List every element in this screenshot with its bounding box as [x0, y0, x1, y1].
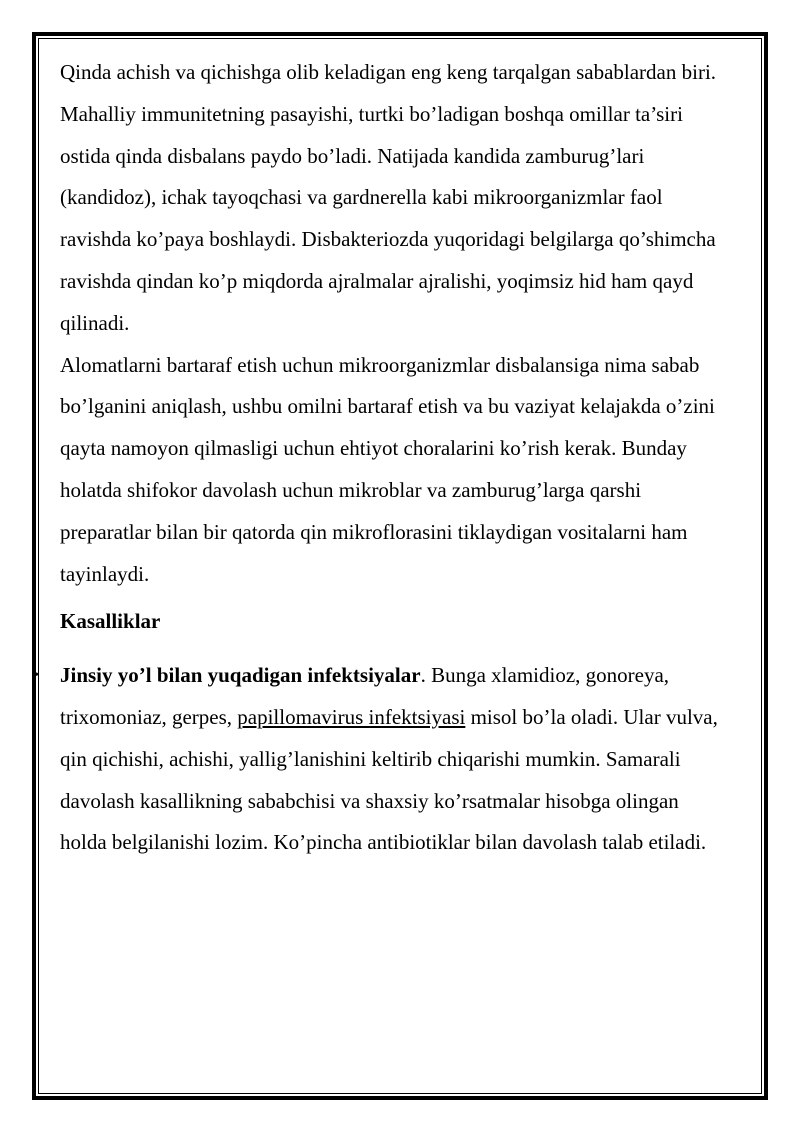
- section-heading: Kasalliklar: [60, 609, 161, 634]
- papillomavirus-link[interactable]: papillomavirus infektsiyasi: [237, 704, 466, 729]
- list-item-infections: [34, 655, 720, 864]
- paragraph-disbakterioz: Qinda achish va qichishga olib keladigan eng keng tarqalgan sabablardan biri. Mahalliy immunitetning pasayishi, turtki bo’ladigan boshqa omillar ta’siri ostida qinda disbalans paydo bo’ladi. Natijada kandida zamburug’lari (kandidoz), ichak tayoqchasi va gardnerella kabi mikroorganizmlar faol ravishda ko’paya boshlaydi. Disbakteriozda yuqoridagi belgilarga qo’shimcha ravishda qindan ko’p miqdorda ajralmalar ajralishi, yoqimsiz hid ham qayd qilinadi.: [60, 60, 717, 335]
- paragraph-treatment: Alomatlarni bartaraf etish uchun mikroorganizmlar disbalansiga nima sabab bo’lganini aniqlash, ushbu omilni bartaraf etish va bu vaziyat kelajakda o’zini qayta namoyon qilmasligi uchun ehtiyot choralarini ko’rish kerak. Bunday holatda shifokor davolash uchun mikroblar va zamburug’larga qarshi preparatlar bilan bir qatorda qin mikroflorasini tiklaydigan vositalarni ham tayinlaydi.: [60, 352, 715, 586]
- list-item-text-start: . Bunga xlamidioz, gonoreya, trixomoniaz, gerpes,: [60, 663, 670, 729]
- bullet-marker: •: [34, 668, 39, 684]
- list-item-text-end: misol bo’la oladi. Ular vulva, qin qichishi, achishi, yallig’lanishini keltirib chiqarishi mumkin. Samarali davolash kasallikning sababchisi va shaxsiy ko’rsatmalar hisobga olingan holda belgilanishi lozim. Ko’pincha antibiotiklar bilan davolash talab etiladi.: [60, 704, 718, 855]
- list-item-title: Jinsiy yo’l bilan yuqadigan infektsiyalar: [60, 663, 421, 688]
- document-body: [34, 52, 720, 864]
